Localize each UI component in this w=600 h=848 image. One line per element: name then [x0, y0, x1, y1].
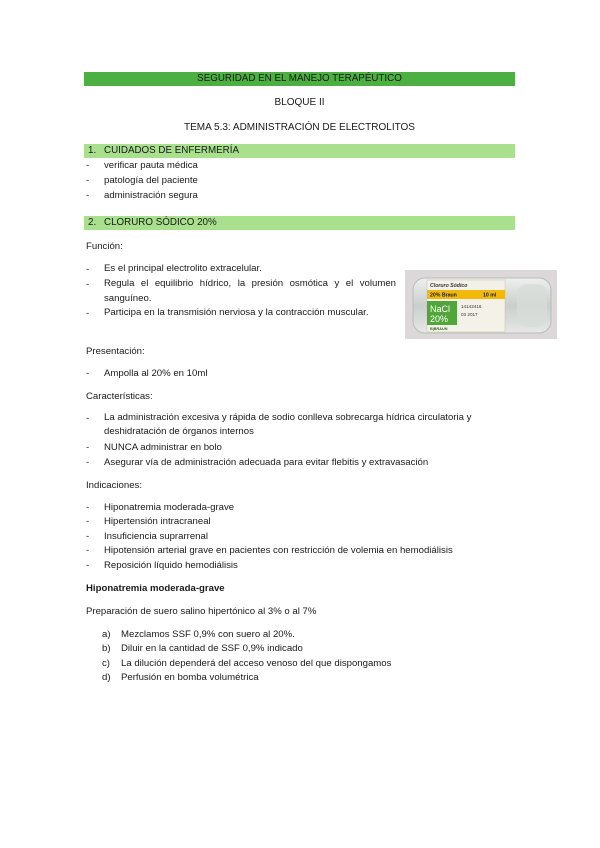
- list-item: Es el principal electrolito extracelular.: [104, 263, 262, 274]
- block-label: BLOQUE II: [274, 97, 325, 108]
- bullet-dash: -: [86, 531, 90, 542]
- ampoule-big-text-1: NaCl: [430, 304, 451, 314]
- document-title: SEGURIDAD EN EL MANEJO TERAPÉUTICO: [197, 73, 402, 84]
- list-item: patología del paciente: [104, 175, 198, 186]
- step-text: Diluir en la cantidad de SSF 0,9% indicado: [121, 643, 303, 654]
- bullet-dash: -: [86, 308, 90, 319]
- bullet-dash: -: [86, 457, 90, 468]
- list-item: Participa en la transmisión nerviosa y la contracción muscular.: [104, 307, 369, 318]
- presentacion-label: Presentación:: [86, 346, 145, 357]
- caracteristicas-label: Características:: [86, 391, 153, 402]
- list-item: Insuficiencia suprarrenal: [104, 531, 208, 542]
- list-item: La administración excesiva y rápida de sodio conlleva sobrecarga hídrica circulatoria y deshidratación de órganos internos: [104, 412, 472, 437]
- step-text: Perfusión en bomba volumétrica: [121, 672, 259, 683]
- section-2-header: [84, 216, 515, 230]
- list-item: Hipotensión arterial grave en pacientes con restricción de volemia en hemodiálisis: [104, 545, 453, 556]
- subheading-hiponatremia: Hiponatremia moderada-grave: [86, 583, 225, 594]
- section-1-title: CUIDADOS DE ENFERMERÍA: [104, 145, 239, 156]
- bullet-dash: -: [86, 190, 90, 201]
- ampoule-illustration: [405, 270, 557, 339]
- sodium-chloride-ampoule-photo: [405, 270, 557, 339]
- ampoule-brand: B|BRAUN: [430, 327, 448, 331]
- list-item: Asegurar vía de administración adecuada para evitar flebitis y extravasación: [104, 457, 429, 468]
- step-letter: c): [102, 658, 110, 669]
- list-item: Hiponatremia moderada-grave: [104, 502, 235, 513]
- funcion-label: Función:: [86, 241, 123, 252]
- list-item: Reposición líquido hemodiálisis: [104, 560, 238, 571]
- list-item: NUNCA administrar en bolo: [104, 442, 222, 453]
- step-letter: a): [102, 629, 111, 640]
- step-letter: b): [102, 643, 111, 654]
- step-letter: d): [102, 672, 111, 683]
- ampoule-date: 03 2017: [461, 312, 478, 317]
- list-item: Regula el equilibrio hídrico, la presión osmótica y el volumen sanguíneo.: [104, 278, 396, 304]
- step-text: Mezclamos SSF 0,9% con suero al 20%.: [121, 629, 295, 640]
- list-item: Ampolla al 20% en 10ml: [104, 368, 208, 379]
- bullet-dash: -: [86, 368, 90, 379]
- step-text: La dilución dependerá del acceso venoso del que dispongamos: [121, 658, 392, 669]
- bullet-dash: -: [86, 502, 90, 513]
- bullet-dash: -: [86, 545, 90, 556]
- bullet-dash: -: [86, 279, 90, 290]
- topic-title: TEMA 5.3: ADMINISTRACIÓN DE ELECTROLITOS: [184, 122, 415, 133]
- ampoule-lot: 14142416: [461, 304, 482, 309]
- list-item: administración segura: [104, 190, 198, 201]
- ampoule-big-text-2: 20%: [430, 314, 449, 324]
- indicaciones-label: Indicaciones:: [86, 480, 142, 491]
- preparation-text: Preparación de suero salino hipertónico al 3% o al 7%: [86, 606, 317, 617]
- section-1-number: 1.: [88, 145, 97, 156]
- bullet-dash: -: [86, 175, 90, 186]
- bullet-dash: -: [86, 264, 90, 275]
- section-2-number: 2.: [88, 217, 97, 228]
- list-item: Hipertensión intracraneal: [104, 516, 211, 527]
- bullet-dash: -: [86, 442, 90, 453]
- bullet-dash: -: [86, 516, 90, 527]
- section-2-title: CLORURO SÓDICO 20%: [104, 217, 217, 228]
- bullet-dash: -: [86, 160, 90, 171]
- ampoule-label-line1: Cloruro Sódico: [430, 283, 468, 289]
- bullet-dash: -: [86, 413, 90, 424]
- document-title-bar: [84, 72, 515, 86]
- list-item: verificar pauta médica: [104, 160, 198, 171]
- ampoule-volume: 10 ml: [483, 292, 497, 299]
- ampoule-label-line2: 20% Braun: [430, 292, 457, 299]
- bullet-dash: -: [86, 560, 90, 571]
- section-1-header: [84, 144, 515, 158]
